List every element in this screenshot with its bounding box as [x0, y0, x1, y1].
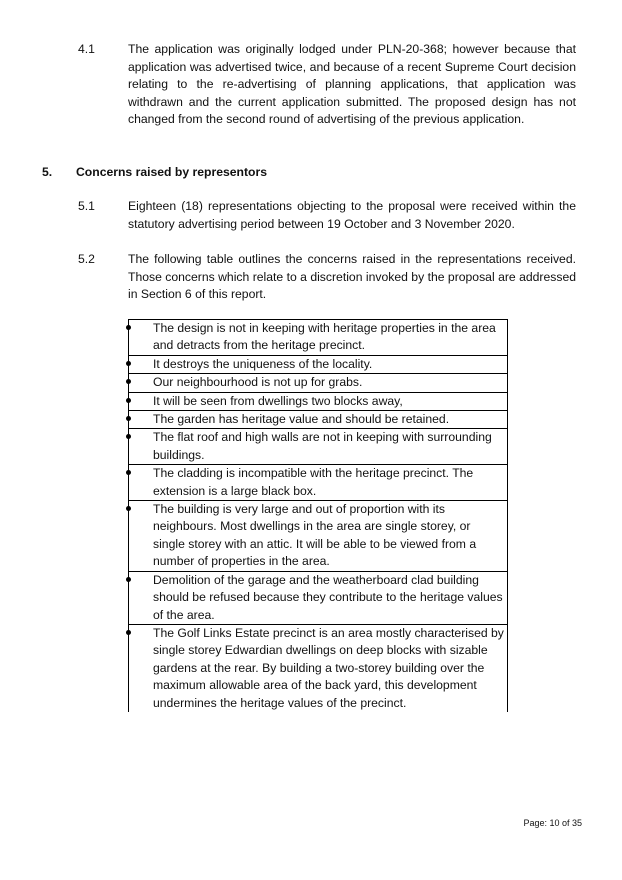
table-row	[129, 411, 508, 429]
bullet-icon	[126, 416, 131, 421]
bullet-icon	[126, 506, 131, 511]
bullet-icon	[126, 434, 131, 439]
bullet-icon	[126, 361, 131, 366]
table-row	[129, 320, 508, 356]
bullet-icon	[126, 398, 131, 403]
paragraph-number: 4.1	[78, 42, 95, 56]
concern-text: It destroys the uniqueness of the locality.	[153, 356, 373, 371]
table-row	[129, 392, 508, 410]
table-row	[129, 624, 508, 712]
concern-text: The cladding is incompatible with the heritage precinct. The extension is a large black box.	[153, 466, 474, 498]
bullet-icon	[126, 577, 131, 582]
concern-text: The garden has heritage value and should be retained.	[153, 412, 450, 427]
table-row	[129, 501, 508, 572]
concern-text: Demolition of the garage and the weatherboard clad building should be refused because they contribute to the heritage values of the area.	[153, 572, 503, 622]
concern-text: The design is not in keeping with heritage properties in the area and detracts from the heritage precinct.	[153, 321, 496, 353]
paragraph-number: 5.1	[78, 199, 95, 213]
paragraph-text: The following table outlines the concerns raised in the representations received. Those concerns which relate to a discretion invoked by the proposal are addressed in Section 6 of this report.	[128, 252, 576, 302]
bullet-icon	[126, 630, 131, 635]
section-title: Concerns raised by representors	[76, 165, 268, 179]
bullet-icon	[126, 325, 131, 330]
paragraph-text: Eighteen (18) representations objecting to the proposal were received within the statutory advertising period between 19 October and 3 November 2020.	[128, 199, 576, 231]
table-row	[129, 571, 508, 624]
bullet-icon	[126, 379, 131, 384]
concern-text: It will be seen from dwellings two blocks away,	[153, 393, 403, 408]
concern-text: The flat roof and high walls are not in keeping with surrounding buildings.	[153, 430, 492, 462]
table-row	[129, 374, 508, 392]
paragraph-text: The application was originally lodged under PLN-20-368; however because that application was advertised twice, and because of a recent Supreme Court decision relating to the re-advertising of planning applications, that application was withdrawn and the current application submitted. The proposed design has not changed from the second round of advertising of the previous application.	[128, 42, 576, 127]
table-row	[129, 355, 508, 373]
page-number: Page: 10 of 35	[523, 818, 582, 828]
paragraph-number: 5.2	[78, 252, 95, 266]
concern-text: The building is very large and out of proportion with its neighbours. Most dwellings in the area are single storey, or single storey with an attic. It will be able to be viewed from a number of properties in the area.	[153, 502, 477, 569]
concerns-table	[128, 319, 508, 712]
table-row	[129, 465, 508, 501]
concern-text: The Golf Links Estate precinct is an area mostly characterised by single storey Edwardian dwellings on deep blocks with sizable gardens at the rear. By building a two-storey building over the maximum allowable area of the back yard, this development undermines the heritage values of the precinct.	[153, 625, 504, 710]
concern-text: Our neighbourhood is not up for grabs.	[153, 375, 363, 390]
bullet-icon	[126, 470, 131, 475]
table-row	[129, 429, 508, 465]
section-number: 5.	[42, 165, 53, 179]
